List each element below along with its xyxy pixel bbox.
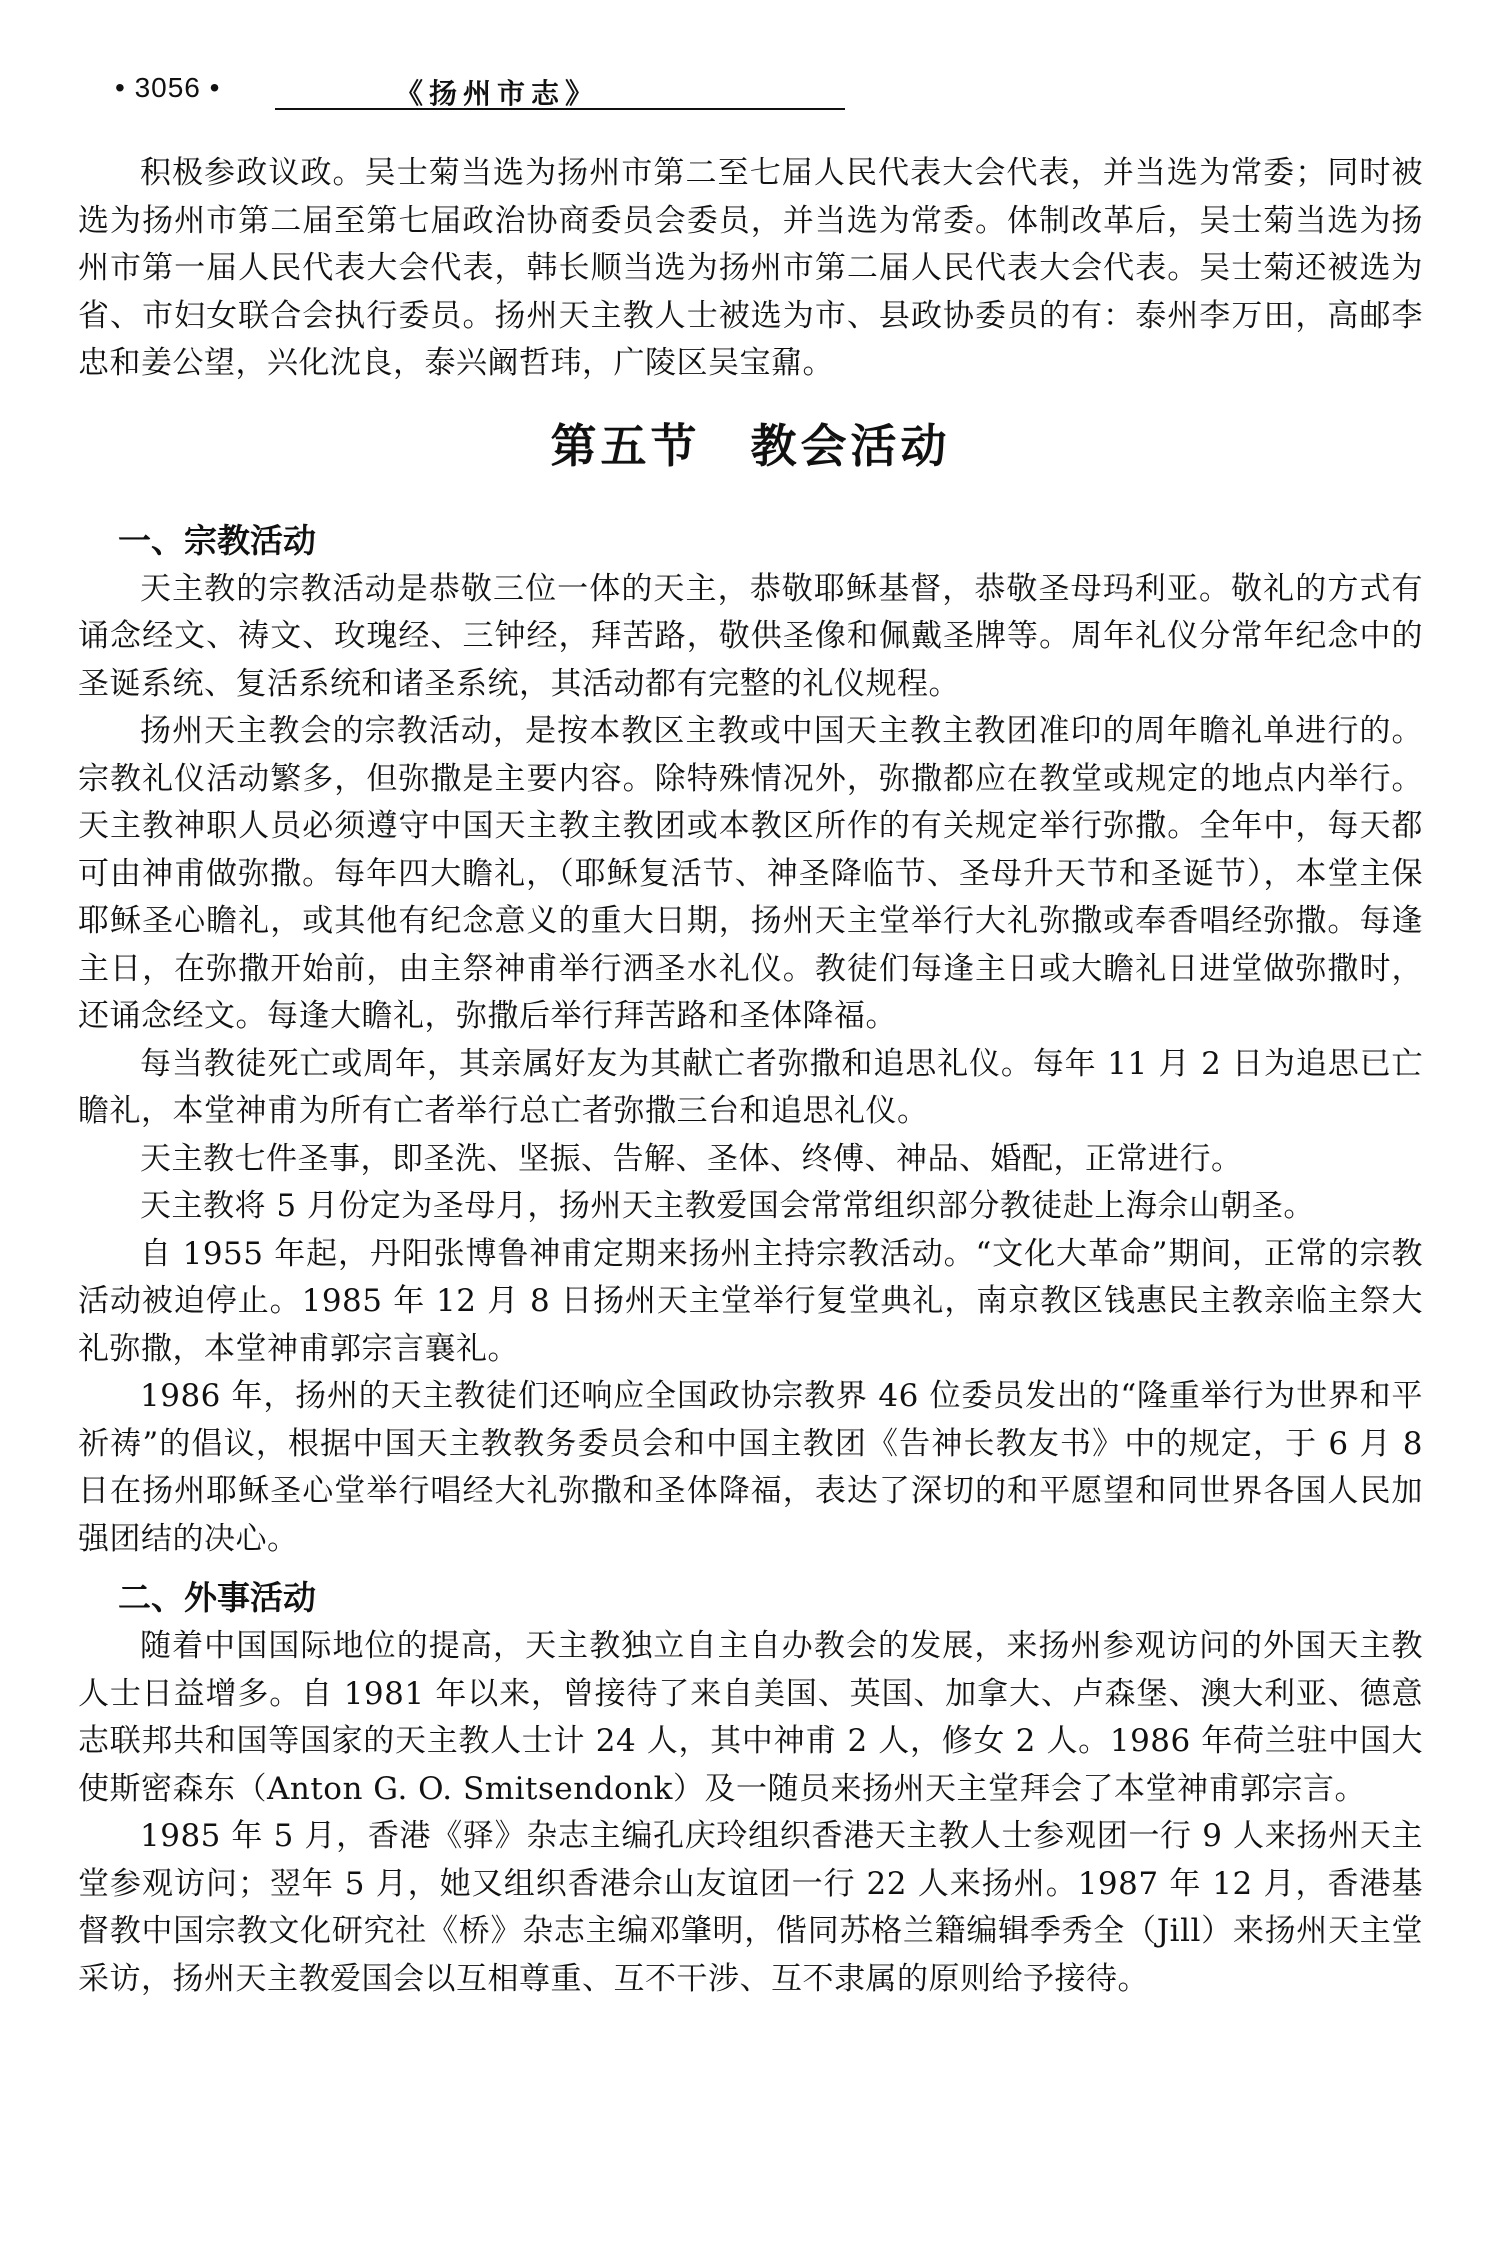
section-title: 第五节 教会活动 [550,418,951,473]
subsection-title-foreign-affairs: 二、外事活动 [118,1578,316,1617]
subsection-title-religious-activities: 一、宗教活动 [118,520,316,560]
paragraph: 自 1955 年起，丹阳张博鲁神甫定期来扬州主持宗教活动。“文化大革命”期间，正常的宗教活动被迫停止。1985 年 12 月 8 日扬州天主堂举行复堂典礼，南京教区钱惠民主教亲临主祭大礼弥撒，本堂神甫郭宗言襄礼。 [78,1235,1423,1367]
paragraph: 天主教七件圣事，即圣洗、坚振、告解、圣体、终傅、神品、婚配，正常进行。 [140,1140,1243,1177]
paragraph: 1985 年 5 月，香港《驿》杂志主编孔庆玲组织香港天主教人士参观团一行 9 人来扬州天主堂参观访问；翌年 5 月，她又组织香港佘山友谊团一行 22 人来扬州。1987 年 12 月，香港基督教中国宗教文化研究社《桥》杂志主编邓肇明，偕同苏格兰籍编辑季秀全（Jill）来扬州天主堂采访，扬州天主教爱国会以互相尊重、互不干涉、互不隶属的原则给予接待。 [78,1818,1423,1997]
book-title: 《扬州市志》 [395,77,600,110]
intro-paragraph: 积极参政议政。吴士菊当选为扬州市第二至七届人民代表大会代表，并当选为常委；同时被选为扬州市第二届至第七届政治协商委员会委员，并当选为常委。体制改革后，吴士菊当选为扬州市第一届人民代表大会代表，韩长顺当选为扬州市第二届人民代表大会代表。吴士菊还被选为省、市妇女联合会执行委员。扬州天主教人士被选为市、县政协委员的有：泰州李万田，高邮李忠和姜公望，兴化沈良，泰兴阚哲玮，广陵区吴宝鼐。 [78,155,1423,381]
running-header [115,72,735,112]
paragraph: 每当教徒死亡或周年，其亲属好友为其献亡者弥撒和追思礼仪。每年 11 月 2 日为追思已亡瞻礼，本堂神甫为所有亡者举行总亡者弥撒三台和追思礼仪。 [78,1045,1423,1129]
header-rule [275,108,845,110]
paragraph: 1986 年，扬州的天主教徒们还响应全国政协宗教界 46 位委员发出的“隆重举行为世界和平祈祷”的倡议，根据中国天主教教务委员会和中国主教团《告神长教友书》中的规定，于 6 月 8 日在扬州耶稣圣心堂举行唱经大礼弥撒和圣体降福，表达了深切的和平愿望和同世界各国人民加强团结的决心。 [78,1378,1423,1557]
paragraph: 天主教将 5 月份定为圣母月，扬州天主教爱国会常常组织部分教徒赴上海佘山朝圣。 [140,1188,1315,1224]
page-body [78,150,1423,2003]
paragraph: 天主教的宗教活动是恭敬三位一体的天主，恭敬耶稣基督，恭敬圣母玛利亚。敬礼的方式有诵念经文、祷文、玫瑰经、三钟经，拜苦路，敬供圣像和佩戴圣牌等。周年礼仪分常年纪念中的圣诞系统、复活系统和诸圣系统，其活动都有完整的礼仪规程。 [78,570,1423,702]
paragraph: 扬州天主教会的宗教活动，是按本教区主教或中国天主教主教团准印的周年瞻礼单进行的。宗教礼仪活动繁多，但弥撒是主要内容。除特殊情况外，弥撒都应在教堂或规定的地点内举行。天主教神职人员必须遵守中国天主教主教团或本教区所作的有关规定举行弥撒。全年中，每天都可由神甫做弥撒。每年四大瞻礼，（耶稣复活节、神圣降临节、圣母升天节和圣诞节），本堂主保耶稣圣心瞻礼，或其他有纪念意义的重大日期，扬州天主堂举行大礼弥撒或奉香唱经弥撒。每逢主日，在弥撒开始前，由主祭神甫举行洒圣水礼仪。教徒们每逢主日或大瞻礼日进堂做弥撒时，还诵念经文。每逢大瞻礼，弥撒后举行拜苦路和圣体降福。 [78,713,1423,1034]
paragraph: 随着中国国际地位的提高，天主教独立自主自办教会的发展，来扬州参观访问的外国天主教人士日益增多。自 1981 年以来，曾接待了来自美国、英国、加拿大、卢森堡、澳大利亚、德意志联邦共和国等国家的天主教人士计 24 人，其中神甫 2 人，修女 2 人。1986 年荷兰驻中国大使斯密森东（Anton G. O. Smitsendonk）及一随员来扬州天主堂拜会了本堂神甫郭宗言。 [78,1628,1423,1807]
page-number: • 3056 • [115,72,221,103]
